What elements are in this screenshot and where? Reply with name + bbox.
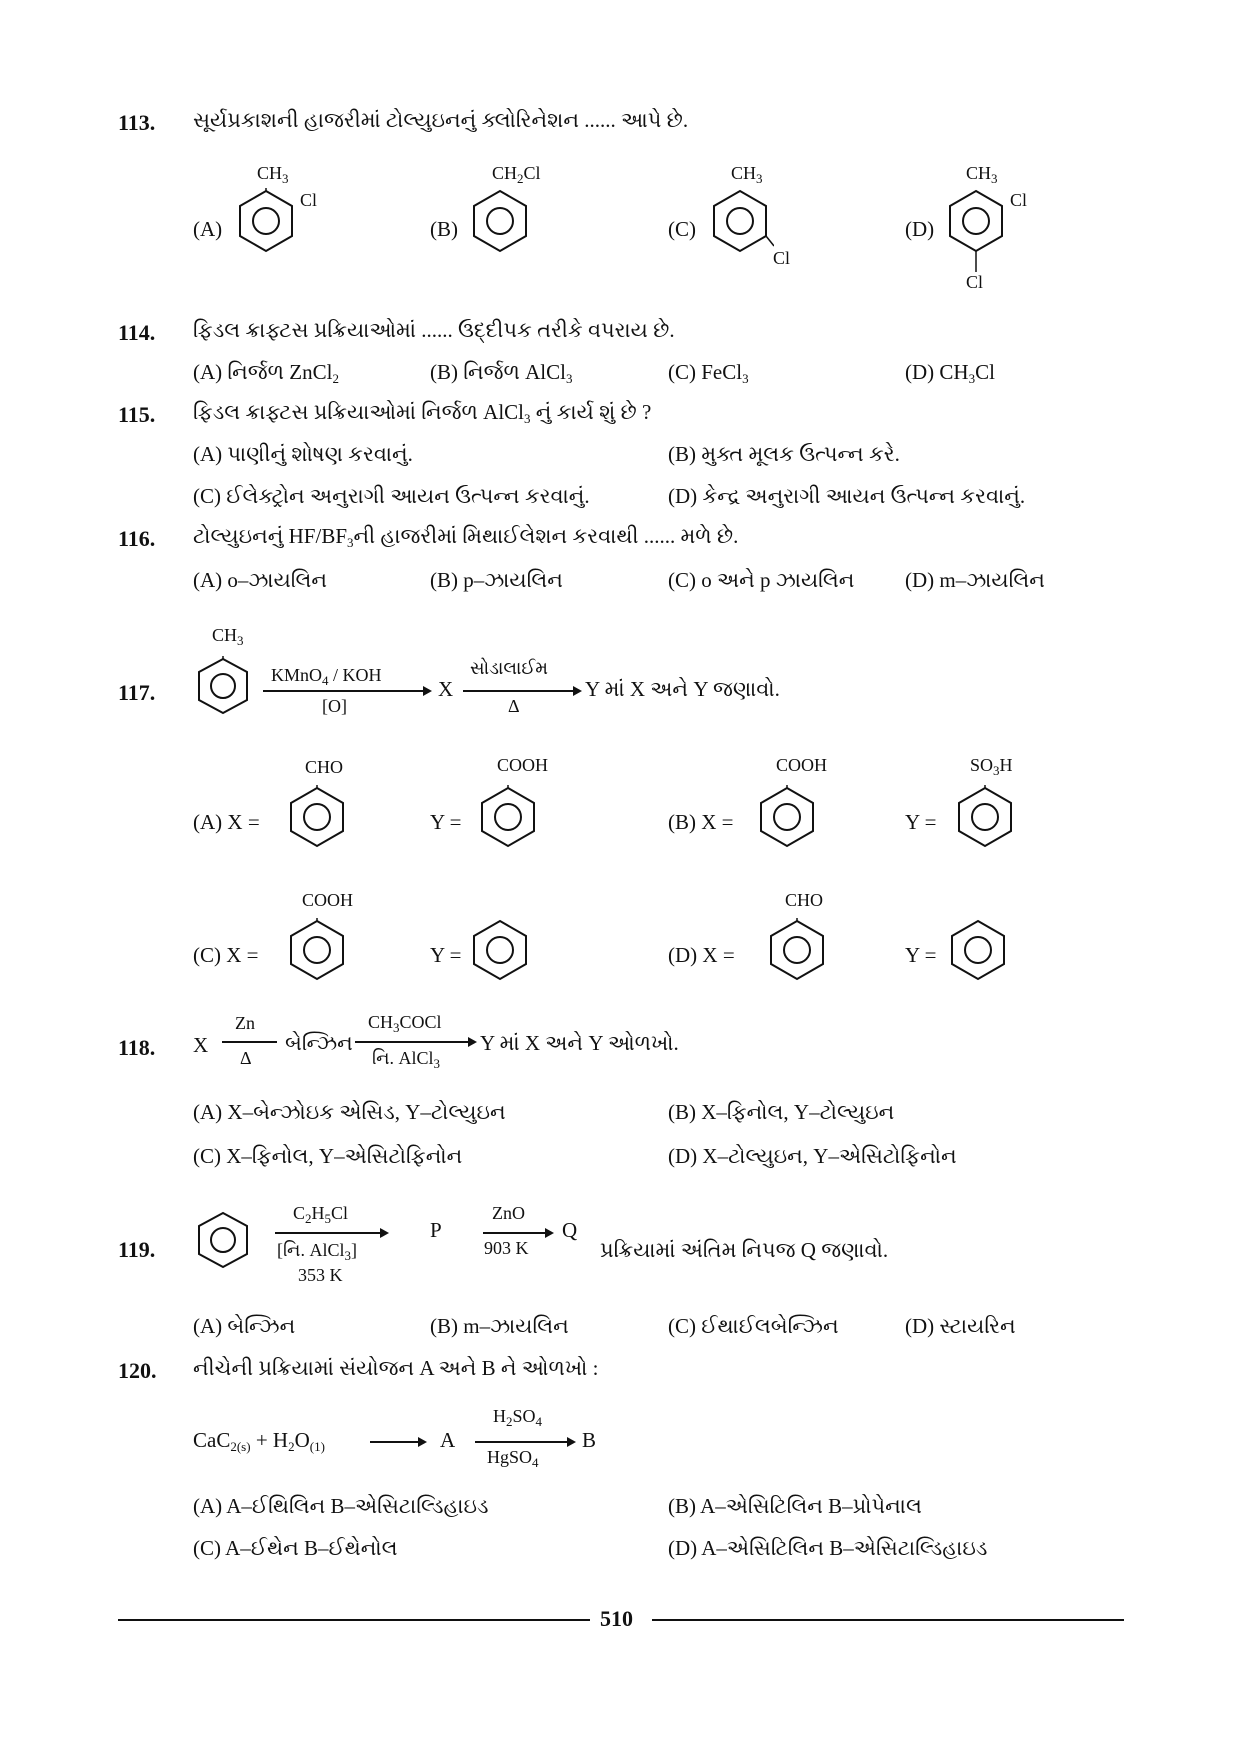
q117-reagent2-top: સોડાલાઈમ <box>470 658 548 678</box>
benzene-ring-117-a-x <box>287 785 347 849</box>
question-number-116: 116. <box>118 526 156 551</box>
option-113-a-ch3: $CH_3$ <box>257 163 289 186</box>
q120-b: B <box>582 1428 597 1452</box>
q120-reagent-top: $H_2SO_4$ <box>493 1406 543 1429</box>
option-120-c: (C) A–ઈથેન B–ઈથેનોલ <box>193 1536 398 1560</box>
q118-mid: બેન્ઝિન <box>285 1031 353 1055</box>
q119-arrow-2-head <box>545 1228 554 1238</box>
option-113-c-ch3: $CH_3$ <box>731 163 763 186</box>
footer-rule-left <box>118 1619 590 1621</box>
question-text-120: નીચેની પ્રક્રિયામાં સંયોજન A અને B ને ઓળખો : <box>193 1356 599 1380</box>
option-115-b: (B) મુક્ત મૂલક ઉત્પન્ન કરે. <box>668 442 900 466</box>
q118-arrow-2-head <box>468 1037 477 1047</box>
option-114-d: (D) $CH_3Cl$ <box>905 360 995 386</box>
q117-arrow-1-head <box>423 686 432 696</box>
option-113-d-ch3: $CH_3$ <box>966 163 998 186</box>
option-117-a-y-label: Y = <box>430 810 462 834</box>
option-117-d-y-label: Y = <box>905 943 937 967</box>
option-117-c-label: (C) X = <box>193 943 259 967</box>
q120-arrow-1 <box>370 1441 418 1443</box>
benzene-ring-113-d <box>946 188 1006 274</box>
q118-reagent2-bottom: નિ. AlCl$_3$ <box>372 1048 440 1071</box>
option-116-d: (D) m–ઝાયલિન <box>905 568 1045 592</box>
q119-p: P <box>430 1218 442 1242</box>
option-117-b-x-group: COOH <box>776 755 828 775</box>
page-number: 510 <box>600 1606 633 1631</box>
q119-arrow-1 <box>275 1232 380 1234</box>
option-116-a: (A) o–ઝાયલિન <box>193 568 328 592</box>
question-text-116: ટોલ્યુઇનનું $HF/BF_3ની$ હાજરીમાં મિથાઈલેશન કરવાથી ...... મળે છે. <box>193 524 739 550</box>
q117-reagent-top: KMnO$_4$ / KOH <box>271 665 382 688</box>
option-117-c-y-label: Y = <box>430 943 462 967</box>
option-119-d: (D) સ્ટાયરિન <box>905 1314 1016 1338</box>
q119-reagent1-bottom: 353 K <box>298 1265 343 1285</box>
q119-reagent1-mid: [નિ. AlCl$_3$] <box>277 1240 357 1263</box>
question-number-114: 114. <box>118 320 156 345</box>
benzene-ring-113-c <box>710 188 774 254</box>
q117-tail: Y માં X અને Y જણાવો. <box>585 677 780 701</box>
q119-q: Q <box>562 1218 578 1242</box>
option-117-d-x-group: CHO <box>785 890 824 910</box>
q118-reagent1-bottom: Δ <box>240 1048 252 1068</box>
q119-tail: પ્રક્રિયામાં અંતિમ નિપજ Q જણાવો. <box>600 1238 889 1262</box>
q117-arrow-2 <box>463 690 573 692</box>
q117-x: X <box>438 677 454 701</box>
option-120-b: (B) A–એસિટિલિન B–પ્રોપેનાલ <box>668 1494 922 1518</box>
question-number-118: 118. <box>118 1035 156 1060</box>
q118-reagent2-top: $CH_3COCl$ <box>368 1012 442 1035</box>
benzene-ring-117-b-x <box>757 785 817 849</box>
option-113-d-cl-top: Cl <box>1010 190 1028 210</box>
option-117-b-y-group: $SO_3H$ <box>970 755 1013 778</box>
option-113-c-label: (C) <box>668 217 696 241</box>
q119-arrow-2 <box>483 1232 545 1234</box>
q119-reagent2-bottom: 903 K <box>484 1238 529 1258</box>
option-115-d: (D) કેન્દ્ર અનુરાગી આયન ઉત્પન્ન કરવાનું. <box>668 484 1026 508</box>
option-116-c: (C) o અને p ઝાયલિન <box>668 568 855 592</box>
question-number-119: 119. <box>118 1237 156 1262</box>
benzene-ring-117-d-x <box>767 918 827 982</box>
q117-arrow-2-head <box>573 686 582 696</box>
option-117-c-x-group: COOH <box>302 890 354 910</box>
q117-reagent-bottom: [O] <box>322 696 347 716</box>
option-116-b: (B) p–ઝાયલિન <box>430 568 563 592</box>
q120-arrow-2-head <box>567 1437 576 1447</box>
option-117-b-label: (B) X = <box>668 810 734 834</box>
option-113-a-cl: Cl <box>300 190 318 210</box>
question-number-113: 113. <box>118 110 156 135</box>
option-117-a-label: (A) X = <box>193 810 260 834</box>
option-115-a: (A) પાણીનું શોષણ કરવાનું. <box>193 442 413 466</box>
q118-line-1 <box>222 1041 277 1043</box>
option-117-a-y-group: COOH <box>497 755 549 775</box>
q119-arrow-1-head <box>380 1228 389 1238</box>
option-120-d: (D) A–એસિટિલિન B–એસિટાલ્ડિહાઇડ <box>668 1536 988 1560</box>
option-119-c: (C) ઈથાઈલબેન્ઝિન <box>668 1314 839 1338</box>
question-number-120: 120. <box>118 1358 157 1383</box>
option-113-b-ch2cl: $CH_2Cl$ <box>492 163 541 186</box>
option-120-a: (A) A–ઈથિલિન B–એસિટાલ્ડિહાઇડ <box>193 1494 489 1518</box>
benzene-ring-119 <box>195 1210 251 1270</box>
option-113-b-label: (B) <box>430 217 458 241</box>
option-118-c: (C) X–ફિનોલ, Y–એસિટોફિનોન <box>193 1144 463 1168</box>
option-113-d-label: (D) <box>905 217 935 241</box>
q118-arrow-2 <box>355 1041 468 1043</box>
q118-tail: Y માં X અને Y ઓળખો. <box>480 1031 679 1055</box>
q118-reagent1-top: Zn <box>235 1013 255 1033</box>
q119-reagent1-top: $C_2H_5Cl$ <box>293 1203 349 1226</box>
question-text-115: ફિડલ ક્રાફ્ટસ પ્રક્રિયાઓમાં નિર્જળ AlCl$_3$ નું કાર્ય શું છે ? <box>193 400 652 426</box>
benzene-ring-117-start <box>195 656 251 716</box>
benzene-ring-117-d-y <box>948 918 1008 982</box>
q120-arrow-1-head <box>418 1437 427 1447</box>
q120-reagent-bottom: HgSO$_4$ <box>487 1447 539 1470</box>
q117-arrow-1 <box>263 690 423 692</box>
option-114-c: (C) FeCl$_3$ <box>668 360 749 386</box>
option-117-a-x-group: CHO <box>305 757 344 777</box>
benzene-ring-117-a-y <box>478 785 538 849</box>
question-number-115: 115. <box>118 402 156 427</box>
option-118-d: (D) X–ટોલ્યુઇન, Y–એસિટોફિનોન <box>668 1144 957 1168</box>
option-113-a-label: (A) <box>193 217 223 241</box>
benzene-ring-117-c-x <box>287 918 347 982</box>
option-113-c-cl: Cl <box>773 248 791 268</box>
question-number-117: 117. <box>118 680 156 705</box>
option-113-d-cl-bottom: Cl <box>966 272 984 292</box>
option-119-a: (A) બેન્ઝિન <box>193 1314 296 1338</box>
option-117-d-label: (D) X = <box>668 943 735 967</box>
option-115-c: (C) ઈલેક્ટ્રોન અનુરાગી આયન ઉત્પન્ન કરવાનું. <box>193 484 590 508</box>
q120-arrow-2 <box>475 1441 567 1443</box>
option-118-b: (B) X–ફિનોલ, Y–ટોલ્યુઇન <box>668 1100 895 1124</box>
question-text-114: ફિડલ ક્રાફ્ટસ પ્રક્રિયાઓમાં ...... ઉદ્દીપક તરીકે વપરાય છે. <box>193 318 675 342</box>
benzene-ring-117-c-y <box>470 918 530 982</box>
q117-start-ch3: $CH_3$ <box>212 625 244 648</box>
benzene-ring-117-b-y <box>955 785 1015 849</box>
option-117-b-y-label: Y = <box>905 810 937 834</box>
q118-x: X <box>193 1033 209 1057</box>
benzene-ring-113-b <box>470 188 530 254</box>
benzene-ring-113-a <box>236 188 296 254</box>
q119-reagent2-top: ZnO <box>492 1203 525 1223</box>
footer-rule-right <box>652 1619 1124 1621</box>
q120-a: A <box>440 1428 456 1452</box>
option-114-a: (A) નિર્જળ ZnCl$_2$ <box>193 360 339 386</box>
option-114-b: (B) નિર્જળ AlCl$_3$ <box>430 360 573 386</box>
option-119-b: (B) m–ઝાયલિન <box>430 1314 569 1338</box>
q120-eq-left: $CaC_{2(s)} + H_2O_{(1)}$ <box>193 1428 325 1454</box>
option-118-a: (A) X–બેન્ઝોઇક એસિડ, Y–ટોલ્યુઇન <box>193 1100 506 1124</box>
question-text-113: સૂર્યપ્રકાશની હાજરીમાં ટોલ્યુઇનનું ક્લોરિનેશન ...... આપે છે. <box>193 108 689 132</box>
q117-reagent2-bottom: Δ <box>508 696 520 716</box>
